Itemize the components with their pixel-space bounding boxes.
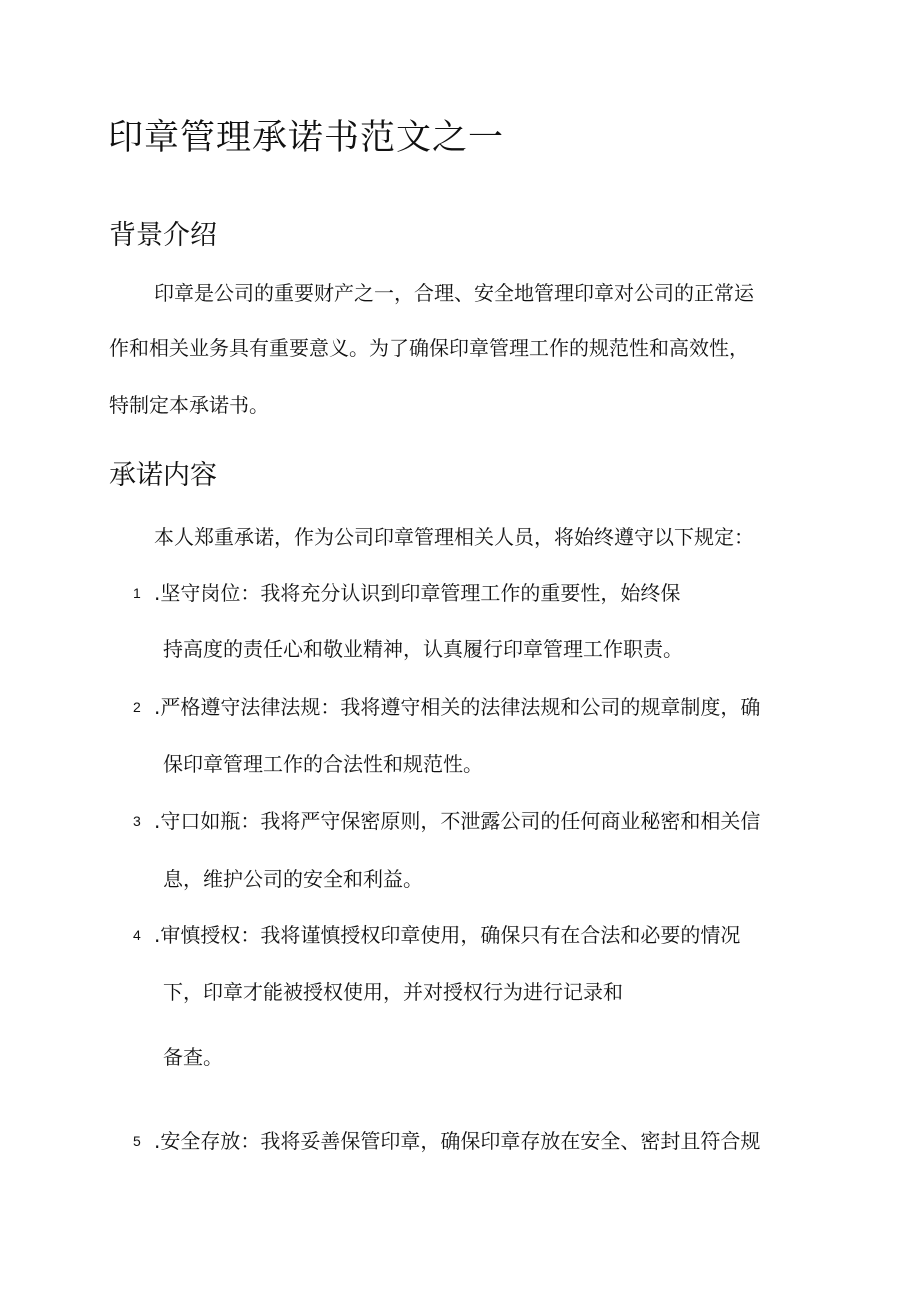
item-number: 4 [133,927,141,943]
item-line: 保印章管理工作的合法性和规范性。 [163,752,483,776]
intro-line: 本人郑重承诺，作为公司印章管理相关人员，将始终遵守以下规定： [154,525,754,549]
item-number: 2 [133,699,141,715]
document-title: 印章管理承诺书范文之一 [108,118,505,158]
item-number: 5 [133,1133,141,1149]
item-line: 息，维护公司的安全和利益。 [163,867,423,891]
paragraph-line: 特制定本承诺书。 [109,393,269,417]
paragraph-line: 印章是公司的重要财产之一，合理、安全地管理印章对公司的正常运 [154,281,754,305]
item-line: 备查。 [163,1045,223,1069]
item-line: 下，印章才能被授权使用，并对授权行为进行记录和 [163,980,623,1004]
item-number: 3 [133,813,141,829]
section-heading-background: 背景介绍 [109,220,217,251]
item-line: .严格遵守法律法规：我将遵守相关的法律法规和公司的规章制度，确 [154,695,761,719]
section-heading-commitment: 承诺内容 [109,460,217,491]
item-line: .守口如瓶：我将严守保密原则，不泄露公司的任何商业秘密和相关信 [154,809,761,833]
item-line: .安全存放：我将妥善保管印章，确保印章存放在安全、密封且符合规 [154,1129,761,1153]
item-line: .坚守岗位：我将充分认识到印章管理工作的重要性，始终保 [154,581,681,605]
paragraph-line: 作和相关业务具有重要意义。为了确保印章管理工作的规范性和高效性， [109,336,749,360]
item-line: .审慎授权：我将谨慎授权印章使用，确保只有在合法和必要的情况 [154,923,741,947]
item-line: 持高度的责任心和敬业精神，认真履行印章管理工作职责。 [163,637,683,661]
item-number: 1 [133,585,141,601]
